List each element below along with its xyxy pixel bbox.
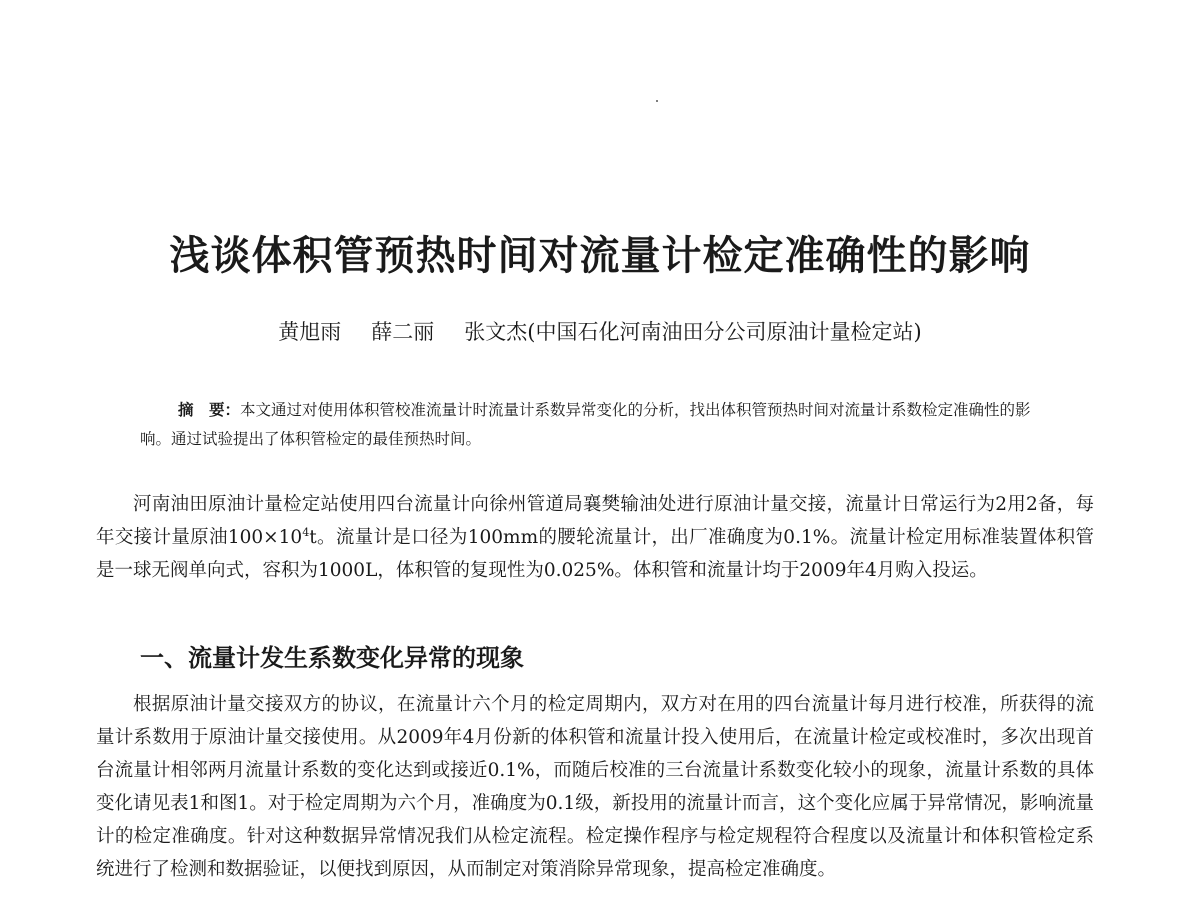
author-name: 黄旭雨 xyxy=(278,320,342,344)
author-line xyxy=(0,314,1200,350)
abstract-text: 本文通过对使用体积管校准流量计时流量计系数异常变化的分析，找出体积管预热时间对流量计系数检定准确性的影响。通过试验提出了体积管检定的最佳预热时间。 xyxy=(140,401,1031,448)
exponent: 4 xyxy=(302,525,310,539)
section-heading: 一、流量计发生系数变化异常的现象 xyxy=(140,644,524,672)
section-paragraph-text: 根据原油计量交接双方的协议，在流量计六个月的检定周期内，双方对在用的四台流量计每月进行校准，所获得的流量计系数用于原油计量交接使用。从2009年4月份新的体积管和流量计投入使用后，在流量计检定或校准时，多次出现首台流量计相邻两月流量计系数的变化达到或接近0.1%，而随后校准的三台流量计系数变化较小的现象，流量计系数的具体变化请见表1和图1。对于检定周期为六个月，准确度为0.1级，新投用的流量计而言，这个变化应属于异常情况，影响流量计的检定准确度。针对这种数据异常情况我们从检定流程。检定操作程序与检定规程符合程度以及流量计和体积管检定系统进行了检测和数据验证，以便找到原因，从而制定对策消除异常现象，提高检定准确度。 xyxy=(96,694,1094,880)
intro-text-part1: 河南油田原油计量检定站使用四台流量计向徐州管道局襄樊输油处进行原油计量交接，流量计日常运行为2用2备，每年交接计量原油100×10 xyxy=(96,494,1094,548)
scan-speck xyxy=(656,100,658,102)
section-paragraph xyxy=(96,688,1094,886)
author-name: 薛二丽 xyxy=(371,320,435,344)
author-affiliation: 张文杰(中国石化河南油田分公司原油计量检定站) xyxy=(464,320,922,344)
paper-title: 浅谈体积管预热时间对流量计检定准确性的影响 xyxy=(169,233,1031,279)
abstract-label: 摘 要： xyxy=(178,401,241,419)
intro-text-part2: t。流量计是口径为100mm的腰轮流量计，出厂准确度为0.1%。流量计检定用标准装置体积管是一球无阀单向式，容积为1000L，体积管的复现性为0.025%。体积管和流量计均于2009年4月购入投运。 xyxy=(96,527,1094,581)
abstract xyxy=(140,396,1060,454)
intro-paragraph xyxy=(96,488,1094,587)
